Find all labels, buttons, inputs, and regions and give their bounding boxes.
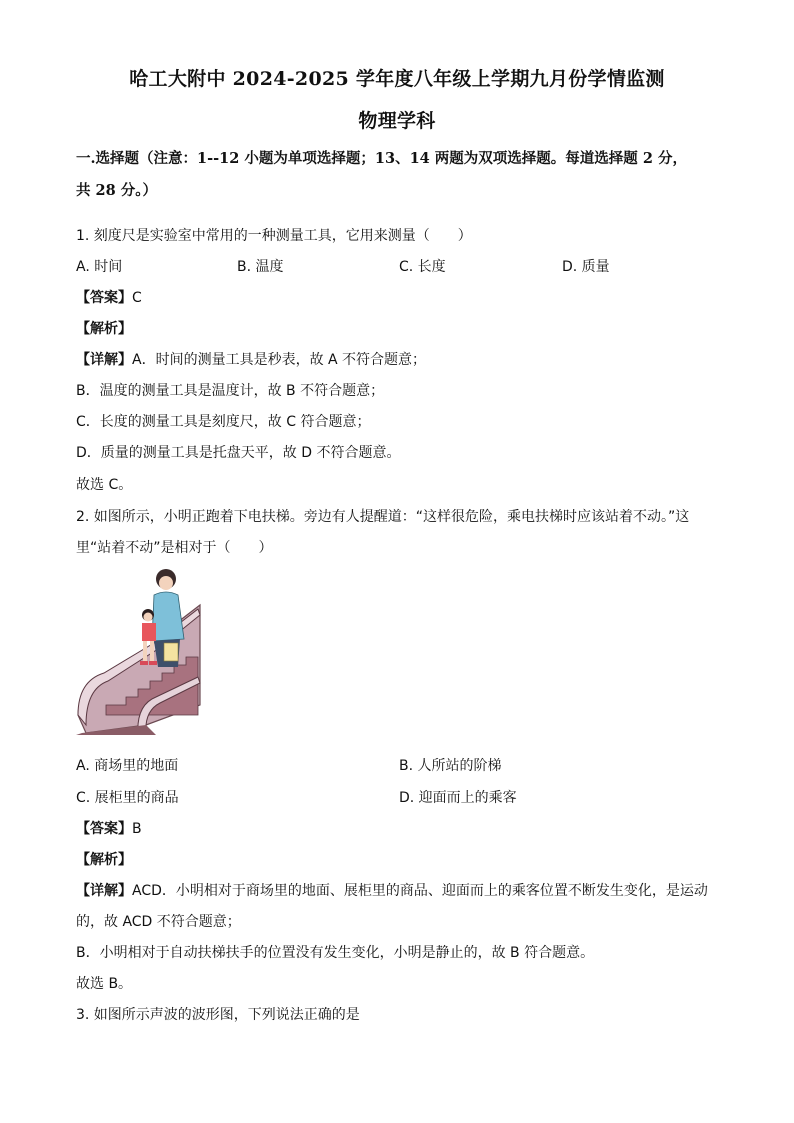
q1-option-d: D. 质量 <box>562 259 610 275</box>
q3-stem: 3. 如图所示声波的波形图，下列说法正确的是 <box>76 1007 360 1023</box>
q1-conclusion: 故选 C。 <box>76 477 133 493</box>
exam-title: 哈工大附中 2024-2025 学年度八年级上学期九月份学情监测 <box>129 68 665 90</box>
q1-detail-a: A．时间的测量工具是秒表，故 A 不符合题意； <box>132 352 427 368</box>
q2-detail-tag: 【详解】 <box>76 883 132 899</box>
subject-title: 物理学科 <box>358 110 436 132</box>
section-heading-line2: 共 28 分。） <box>76 182 158 199</box>
q1-stem: 1. 刻度尺是实验室中常用的一种测量工具，它用来测量（ ） <box>76 228 472 244</box>
q2-option-d: D. 迎面而上的乘客 <box>399 790 517 806</box>
q1-detail-d: D．质量的测量工具是托盘天平，故 D 不符合题意。 <box>76 445 401 461</box>
q1-detail-tag: 【详解】 <box>76 352 132 368</box>
q2-detail-line2: 的，故 ACD 不符合题意； <box>76 914 241 930</box>
q1-answer-line <box>76 287 142 307</box>
q1-option-a: A. 时间 <box>76 259 123 275</box>
q2-analysis-tag: 【解析】 <box>76 852 132 868</box>
q2-stem-line2: 里“站着不动”是相对于（ ） <box>76 540 273 556</box>
q1-detail-line1 <box>76 349 426 369</box>
q2-answer-tag: 【答案】 <box>76 821 132 837</box>
q1-detail-c: C．长度的测量工具是刻度尺，故 C 符合题意； <box>76 414 371 430</box>
q2-option-c: C. 展柜里的商品 <box>76 790 179 806</box>
q2-detail-line3: B．小明相对于自动扶梯扶手的位置没有发生变化，小明是静止的，故 B 符合题意。 <box>76 945 595 961</box>
q1-option-c: C. 长度 <box>399 259 446 275</box>
q1-option-b: B. 温度 <box>237 259 284 275</box>
q1-answer-tag: 【答案】 <box>76 290 132 306</box>
q2-detail-text1: ACD．小明相对于商场里的地面、展柜里的商品、迎面而上的乘客位置不断发生变化，是运动 <box>132 883 708 899</box>
q1-analysis-tag: 【解析】 <box>76 321 132 337</box>
q2-conclusion: 故选 B。 <box>76 976 133 992</box>
q1-detail-b: B．温度的测量工具是温度计，故 B 不符合题意； <box>76 383 385 399</box>
q2-option-a: A. 商场里的地面 <box>76 758 179 774</box>
q2-answer-line <box>76 818 142 838</box>
q2-detail-line1 <box>76 880 708 900</box>
section-heading-line1: 一.选择题（注意：1--12 小题为单项选择题；13、14 两题为双项选择题。每道选择题 2 分， <box>76 150 687 167</box>
q1-answer: C <box>132 290 142 306</box>
q2-option-b: B. 人所站的阶梯 <box>399 758 502 774</box>
escalator-illustration <box>76 565 204 735</box>
q2-answer: B <box>132 821 142 837</box>
q2-stem-line1: 2. 如图所示，小明正跑着下电扶梯。旁边有人提醒道：“这样很危险，乘电扶梯时应该站着不动。”这 <box>76 509 690 525</box>
